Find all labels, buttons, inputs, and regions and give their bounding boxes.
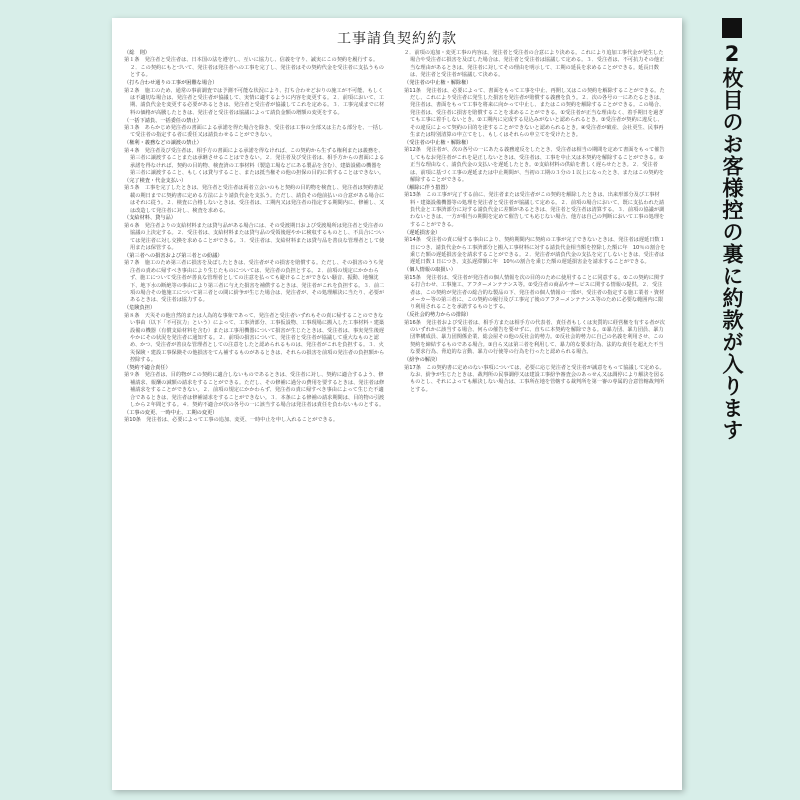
article-body: 第８条 天災その他自然的または人為的な事象であって、発注者と受注者いずれもその責に帰することのできない事由（以下「不可抗力」という）によって、工事済部分、工事仮設物、工事現場に搬入した工事材料・建築設備の機器（有償支給材料を含む）または工事用機器について損害が生じたときは、受注者は、事実発生後遅やかにその状況を発注者に通知する。２．前項の損害について、発注者と受注者が協議して重大なものと認め、かつ、受注者が善良な管理者としての注意をしたと認められるものは、発注者がこれを負担する。３．火災保険・建設工事保険その他損害をてん補するものがあるときは、それらの損害を前項の発注者の負担額から控除する。 — [124, 312, 385, 364]
article-body: 第４条 発注者及び受注者は、相手方の書面による承諾を得なければ、この契約から生ずる権利または義務を、第三者に譲渡することまたは承継させることはできない。２．発注者及び受注者は、相手方からの書面による承諾を得なければ、契約の目的物、検査済の工事材料（製造工場などにある製品を含む）、建築設備の機器を第三者に譲渡すること、もしくは貸与すること、または抵当権その他の担保の目的に供することはできない。 — [124, 147, 385, 176]
article-heading: （反社会的勢力からの排除） — [404, 312, 472, 319]
article-body: 第９条 発注者は、目的物がこの契約に適合しないものであるときは、受注者に対し、契約に適合するよう、修補請求、報酬の減額の請求をすることができる。ただし、その修補に過分の費用を要するときは、発注者は修補請求をすることができない。２．前項の規定にかかわらず、発注者の責に帰すべき事由によって生じた不適合であるときは、発注者は修補請求をすることができない。３．本条による修補の請求期間は、目的物の引渡しから２年間とする。４．契約不適合が次の各号の一に該当する場合は発注者は責任を負わないものとする。 — [124, 372, 385, 409]
square-bullet-icon — [722, 18, 742, 38]
contract-document — [112, 18, 682, 790]
article-body: 第10条 発注者は、必要によって工事の追加、変更、一時中止を申し入れることができる。 — [124, 417, 339, 424]
article-heading: （解除に伴う措置） — [404, 184, 451, 191]
article-body: 第11条 発注者は、必要によって、書面をもって工事を中止、再開し又はこの契約を解除することができる。ただし、これにより受注者に発生した損害を発注者が賠償する義務を負う。２．次の各号の一にあたるときは、発注者は、書面をもって工事を将来に向かって中止し、またはこの契約を解除することができる。この場合、発注者は、受注者に損害を賠償することを求めることができる。①受注者が正当な理由なく、着手期日を過ぎても工事に着手しないとき。②工期内に完成する見込みがないと認められるとき。③受注者が契約に違反し、その違反によって契約の目的を達することができないと認められるとき。④受注者が破産、会社更生、民事再生または特別清算の申立てをし、もしくはそれらの申立てを受けたとき。 — [404, 87, 665, 138]
article-heading: （紛争の解決） — [404, 357, 441, 364]
article-body: 第17条 この契約書に定めのない事項については、必要に応じ発注者と受注者が誠意をもって協議して定める。なお、紛争が生じたときは、裁判所の民事調停又は建設工事紛争審査会のあっせん又は調停により解決を図るものとし、それによっても解決しない場合は、工事所在地を管轄する裁判所を第一審の専属的合意管轄裁判所とする。 — [404, 364, 665, 393]
article-body: 第１条 発注者と受注者は、日本国の法を遵守し、互いに協力し、信義を守り、誠実にこの契約を履行する。２．この契約にもとづいて、発注者は発注者への工事を完了し、発注者はその契約代金を受注者に支払うものとする。 — [124, 57, 384, 79]
article-heading: （支給材料、貸与品） — [124, 215, 176, 222]
article-heading: （契約不適合責任） — [124, 365, 171, 372]
article-heading: （打ち合わせ通りの工事が困難な場合） — [124, 80, 218, 87]
article-heading: （権利・義務などの譲渡の禁止） — [124, 140, 202, 147]
document-title: 工事請負契約約款 — [337, 31, 457, 47]
article-heading: （第三者への損害および第三者との紛議） — [124, 252, 223, 259]
right-column — [404, 50, 666, 395]
article-body: 第15条 発注者は、受注者が発注者の個人情報を次の目的のために使用することに同意する。①この契約に関する打合わせ、工事施工、アフターメンテナンス等。②受注者の商品やサービスに関する情報の提供。２．受注者は、この契約が発注者の総合的な製品の下、発注者の個人情報の一部が、受注者の指定する施工業者・資材メーカー等の第三者に、この契約の履行及び工事完了後のアフターメンテナンス等のために必要な範囲内に限り利用されることを承諾するものとする。 — [404, 274, 665, 311]
article-body: 第２条 施工のため、通常の事前調査では予測不可能な状況により、打ち合わせどおりの施工が不可能、もしくは不適切な場合は、発注者と受注者が協議して、実情に適するように内容を変更する。２．前項において、工期、請負代金を変更する必要があるときは、発注者と受注者が協議してこれを定める。３．工事完成までに材料の価格が高騰したときは、発注者と受注者は協議によって請負金額の増額の変更をする。 — [124, 87, 385, 116]
article-body: 第５条 工事を完了したときは、発注者と受注者は両者立会いのもと契約の目的物を検査し、発注者は契約書記載の期日までに契約書に定める方法により請負代金を支払う。ただし、請負その他前払いの合意がある場合にはそれに従う。２．検査に合格しないときは、受注者は、工期内又は発注者の指定する期間内に、修補し、又は改造して発注者に対し、検査を求める。 — [124, 185, 385, 214]
article-body: ２．前項の追加・変更工事の内容は、発注者と受注者の合意により決める。これにより追加工事代金が発生した場合や受注者に損害を及ぼした場合は、発注者と受注者は協議して定める。３．受注者は、不可抗力その他正当な理由があるときは、発注者に対してその理由を明示して、工期の延長を求めることができる。延長日数は、発注者と受注者が協議して決める。 — [404, 50, 665, 79]
article-heading: （総 則） — [124, 50, 150, 56]
article-body: 第３条 あらかじめ発注者の書面による承諾を得た場合を除き、受注者は工事の全部又は主たる部分を、一括して受注者の指定する者に委任又は請負わせることができない。 — [124, 125, 384, 139]
article-heading: （受注者の中止権・解除権） — [404, 139, 472, 146]
article-heading: （一括下請負、一括委任の禁止） — [124, 117, 202, 124]
article-body: 第16条 発注者および受注者は、相手方または相手方の代表者、責任者もしくは実質的に経営権を有する者が次のいずれかに該当する場合、何らの催告を要せずに、直ちに本契約を解除できる。①暴力団、暴力団員、暴力団準構成員、暴力団関係企業、総会屋その他の反社会的勢力。②反社会的勢力に自己の名義を利用させ、この契約を締結するものである場合。③自ら又は第三者を利用して、暴力的な要求行為、法的な責任を超えた不当な要求行為、脅迫的な言動、暴力の行使等の行為を行ったと認められる場合。 — [404, 319, 665, 356]
article-body: 第６条 発注者よりの支給材料または貸与品がある場合には、その受渡期日および受渡場所は発注者と受注者の協議の上決定する。２．受注者は、支給材料または貸与品の受領後遅やかに検収するものとし、不具合については発注者に対し交換を求めることができる。３．受注者は、支給材料または貸与品を善良な管理者として使用または保管する。 — [124, 222, 385, 252]
article-heading: （工事の変更、一時中止、工期の変更） — [124, 410, 218, 416]
article-heading: （完了検査・代金支払い） — [124, 177, 187, 184]
article-body: 第14条 受注者の責に帰する事由により、契約期間内に契約の工事が完了できないときは、発注者は遅延日数１日につき、請負代金から工事済部分と搬入工事材料に対する請負代金相当額を控除した額に年 10％の割合を乗じた額の遅延損害金を請求することができる。２．発注者が請負代金の支払を完了しないときは、受注者は遅延日数１日につき、支払遅滞額に年 10％の割合を乗じた額の遅延損害金を請求することができる。 — [404, 237, 666, 266]
article-body: 第13条 この工事が完了する前に、発注者または受注者がこの契約を解除したときは、出来形部分及び工事材料・建築設備機器等の処理を発注者と受注者が協議して定める。２．前項の場合において、既に支払われた請負代金と工事済部分に対する請負代金に差額があるときは、発注者と受注者は清算する。３．前項の協議が調わないときは、一方が相当の期間を定めて催告しても応じない場合、他方は自己の判断において工事の処理をすることができる。 — [404, 192, 665, 228]
article-heading: （発注者の中止権・解除権） — [404, 80, 472, 87]
side-caption-text: 2枚目のお客様控の裏に約款が入ります — [720, 42, 744, 441]
side-caption — [704, 18, 744, 441]
article-body: 第７条 施工のため第三者に損害を及ぼしたときは、受注者がその損害を賠償する。ただし、その損害のうち発注者の責めに帰すべき事由により生じたものについては、発注者の負担とする。２．前項の規定にかかわらず、施工について受注者が善良な管理者としての注意を払っても避けることができない騒音、振動、地盤沈下、地下水の断絶等の事由により第三者に与えた損害を補償するときは、発注者がこれを負担する。３．前二項の場合その他施工について第三者との間に紛争が生じた場合は、発注者が、その処理解決に当たり、必要があるときは、受注者は協力する。 — [124, 260, 385, 304]
article-heading: （危険負担） — [124, 305, 156, 312]
left-column — [124, 50, 386, 425]
article-body: 第12条 発注者が、次の各号の一にあたる義務違反をしたとき、受注者は相当の期間を定めて書面をもって催告してもなお発注者がこれを是正しないときは、受注者は、工事を中止又は本契約を解除することができる。①正当な理由なく、請負代金の支払いを遅延したとき。②支給材料の供給を著しく遅らせたとき。２．受注者は、前項に基づく工事の遅延または中止期間が、当初の工期の３分の１以上になったとき、またはこの契約を解除することができる。 — [404, 147, 665, 183]
article-heading: （個人情報の取扱い） — [404, 267, 456, 274]
article-heading: （遅延損害金） — [404, 229, 441, 236]
